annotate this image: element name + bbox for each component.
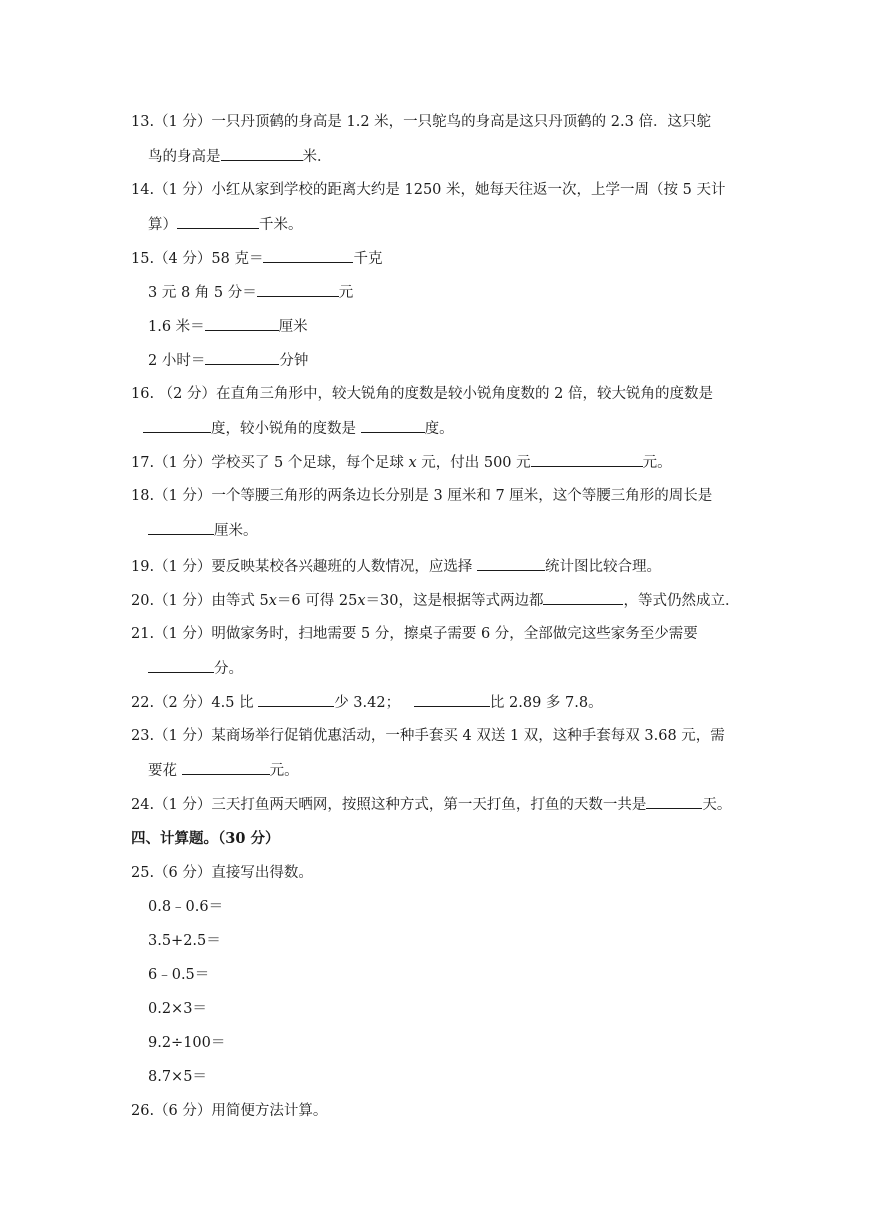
question-19 <box>131 556 661 577</box>
question-22-text-a: 22.（2 分）4.5 比 <box>131 695 254 711</box>
question-15-line-a <box>131 248 382 269</box>
question-15-d-text: 2 小时＝ <box>148 353 206 369</box>
question-15-line-c <box>148 316 308 337</box>
question-16-line-2 <box>143 418 454 439</box>
question-13-line-1: 13.（1 分）一只丹顶鹤的身高是 1.2 米，一只鸵鸟的身高是这只丹顶鹤的 2.3 倍．这只鸵 <box>131 114 711 130</box>
question-24-text-b: 天。 <box>702 797 732 813</box>
question-20 <box>131 590 739 611</box>
question-13-line-2 <box>148 146 332 167</box>
question-21-text: 分。 <box>214 661 243 677</box>
question-16-line-1: 16. （2 分）在直角三角形中，较大锐角的度数是较小锐角度数的 2 倍，较大锐角的度数是 <box>131 386 713 402</box>
question-17-text-c: 元。 <box>642 455 672 471</box>
question-23-answer-blank[interactable] <box>182 760 270 775</box>
question-21-answer-blank[interactable] <box>148 658 214 673</box>
question-15-d-blank[interactable] <box>205 350 279 365</box>
question-19-text-b: 统计图比较合理。 <box>545 559 662 575</box>
question-25-item-6: 8.7×5＝ <box>148 1069 207 1085</box>
question-15-line-d <box>148 350 308 371</box>
question-20-variable-2: x <box>357 593 366 609</box>
question-20-text-b: ＝6 可得 25 <box>276 593 358 609</box>
question-22-blank-2[interactable] <box>414 692 490 707</box>
question-16-text-a: 度，较小锐角的度数是 <box>211 421 356 437</box>
question-14-line-1: 14.（1 分）小红从家到学校的距离大约是 1250 米，她每天往返一次，上学一周（按 5 天计 <box>131 182 726 198</box>
question-16-blank-1[interactable] <box>143 418 211 433</box>
question-25-item-4: 0.2×3＝ <box>148 1001 207 1017</box>
question-22-text-b: 少 3.42； <box>334 695 401 711</box>
question-16-blank-2[interactable] <box>361 418 425 433</box>
question-13-text-a: 鸟的身高是 <box>148 149 221 165</box>
question-25-item-3: 6﹣0.5＝ <box>148 967 210 983</box>
question-17-text-b: 元，付出 500 元 <box>421 455 531 471</box>
question-15-a-blank[interactable] <box>263 248 353 263</box>
question-19-answer-blank[interactable] <box>477 556 545 571</box>
question-13-text-b: 米． <box>302 149 332 165</box>
question-20-text-a: 20.（1 分）由等式 5 <box>131 593 269 609</box>
question-15-c-text: 1.6 米＝ <box>148 319 205 335</box>
question-17-answer-blank[interactable] <box>531 452 643 467</box>
question-22-text-c: 比 2.89 多 7.8。 <box>489 695 603 711</box>
question-18-line-1: 18.（1 分）一个等腰三角形的两条边长分别是 3 厘米和 7 厘米，这个等腰三角形的周长是 <box>131 488 713 504</box>
question-17-text-a: 17.（1 分）学校买了 5 个足球，每个足球 <box>131 455 404 471</box>
question-24-text-a: 24.（1 分）三天打鱼两天晒网，按照这种方式，第一天打鱼，打鱼的天数一共是 <box>131 797 647 813</box>
question-15-b-text: 3 元 8 角 5 分＝ <box>148 285 257 301</box>
question-25-item-1: 0.8﹣0.6＝ <box>148 899 224 915</box>
question-25-item-5: 9.2÷100＝ <box>148 1035 226 1051</box>
question-15-c-blank[interactable] <box>205 316 279 331</box>
question-18-line-2 <box>148 520 258 541</box>
question-20-variable-1: x <box>268 593 277 609</box>
question-15-c-unit: 厘米 <box>278 319 308 335</box>
question-21-line-2 <box>148 658 243 679</box>
question-22-blank-1[interactable] <box>258 692 334 707</box>
question-15-line-b <box>148 282 353 303</box>
question-18-answer-blank[interactable] <box>148 520 214 535</box>
question-15-a-text: 15.（4 分）58 克＝ <box>131 251 264 267</box>
question-13-answer-blank[interactable] <box>221 146 303 161</box>
section-4-heading: 四、计算题。（30 分） <box>131 830 280 847</box>
question-16-text-b: 度。 <box>424 421 454 437</box>
question-14-line-2 <box>148 214 303 235</box>
question-24 <box>131 794 731 815</box>
question-14-text-b: 千米。 <box>259 217 303 233</box>
question-14-answer-blank[interactable] <box>177 214 259 229</box>
question-24-answer-blank[interactable] <box>646 794 702 809</box>
question-20-text-d: ，等式仍然成立． <box>623 593 740 609</box>
question-23-line-2 <box>148 760 299 781</box>
question-20-text-c: ＝30，这是根据等式两边都 <box>365 593 544 609</box>
question-20-answer-blank[interactable] <box>543 590 623 605</box>
question-26-title: 26.（6 分）用简便方法计算。 <box>131 1103 328 1119</box>
question-23-text-a: 要花 <box>148 763 177 779</box>
question-21-line-1: 21.（1 分）明做家务时，扫地需要 5 分，擦桌子需要 6 分，全部做完这些家务至少需要 <box>131 626 698 642</box>
question-25-item-2: 3.5+2.5＝ <box>148 933 221 949</box>
question-23-text-b: 元。 <box>269 763 299 779</box>
question-15-d-unit: 分钟 <box>279 353 309 369</box>
question-15-a-unit: 千克 <box>353 251 383 267</box>
question-17 <box>131 452 672 473</box>
question-15-b-blank[interactable] <box>257 282 339 297</box>
question-25-title: 25.（6 分）直接写出得数。 <box>131 865 313 881</box>
question-19-text-a: 19.（1 分）要反映某校各兴趣班的人数情况，应选择 <box>131 559 473 575</box>
question-15-b-unit: 元 <box>338 285 354 301</box>
question-23-line-1: 23.（1 分）某商场举行促销优惠活动，一种手套买 4 双送 1 双，这种手套每双 3.68 元，需 <box>131 728 725 744</box>
question-17-variable: x <box>408 455 417 471</box>
question-14-text-a: 算） <box>148 217 177 233</box>
question-22 <box>131 692 603 713</box>
question-18-text: 厘米。 <box>214 523 258 539</box>
